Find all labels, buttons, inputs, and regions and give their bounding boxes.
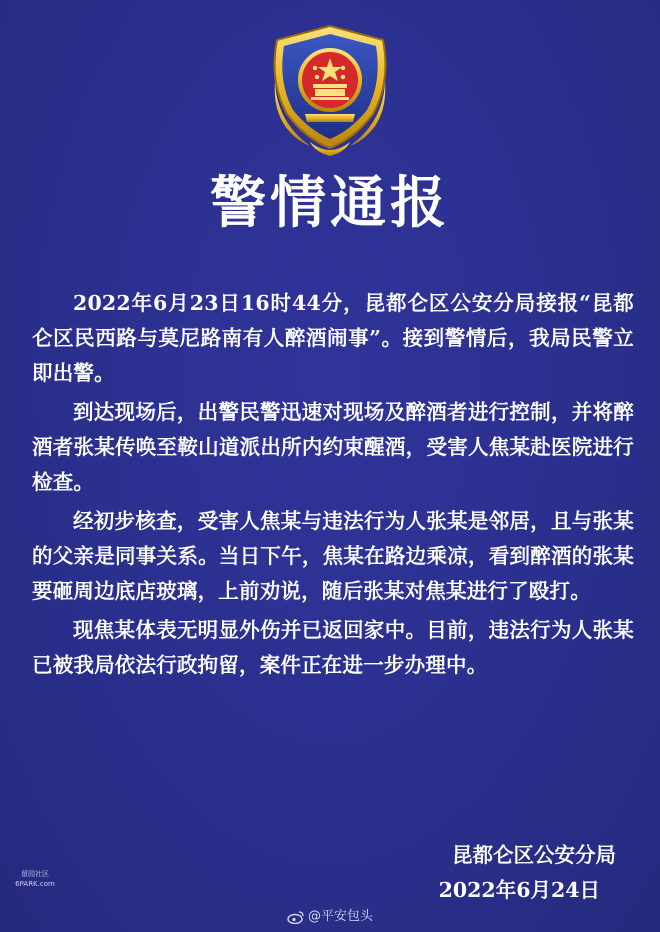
corner-watermark bbox=[8, 869, 62, 889]
signature-block bbox=[439, 838, 616, 908]
corner-watermark-line2: 6PARK.com bbox=[15, 880, 55, 888]
police-emblem-icon bbox=[255, 22, 405, 160]
weibo-icon bbox=[287, 910, 305, 924]
paragraph-2: 到达现场后，出警民警迅速对现场及醉酒者进行控制，并将醉酒者张某传唤至鞍山道派出所内约束醒酒，受害人焦某赴医院进行检查。 bbox=[32, 400, 634, 494]
paragraph-4: 现焦某体表无明显外伤并已返回家中。目前，违法行为人张某已被我局依法行政拘留，案件正在进一步办理中。 bbox=[32, 618, 634, 677]
weibo-watermark bbox=[0, 905, 660, 924]
corner-watermark-line1: 留园社区 bbox=[21, 870, 49, 878]
signature-org: 昆都仑区公安分局 bbox=[452, 843, 616, 867]
paragraph-3: 经初步核查，受害人焦某与违法行为人张某是邻居，且与张某的父亲是同事关系。当日下午，焦某在路边乘凉，看到醉酒的张某要砸周边底店玻璃，上前劝说，随后张某对焦某进行了殴打。 bbox=[32, 509, 634, 603]
paragraph-1: 2022年6月23日16时44分，昆都仑区公安分局接报“昆都仑区民西路与莫尼路南有人醉酒闹事”。接到警情后，我局民警立即出警。 bbox=[32, 291, 634, 385]
notice-body bbox=[32, 286, 634, 687]
weibo-watermark-text: @平安包头 bbox=[307, 909, 373, 924]
notice-title: 警情通报 bbox=[210, 171, 450, 236]
signature-date: 2022年6月24日 bbox=[438, 878, 600, 902]
